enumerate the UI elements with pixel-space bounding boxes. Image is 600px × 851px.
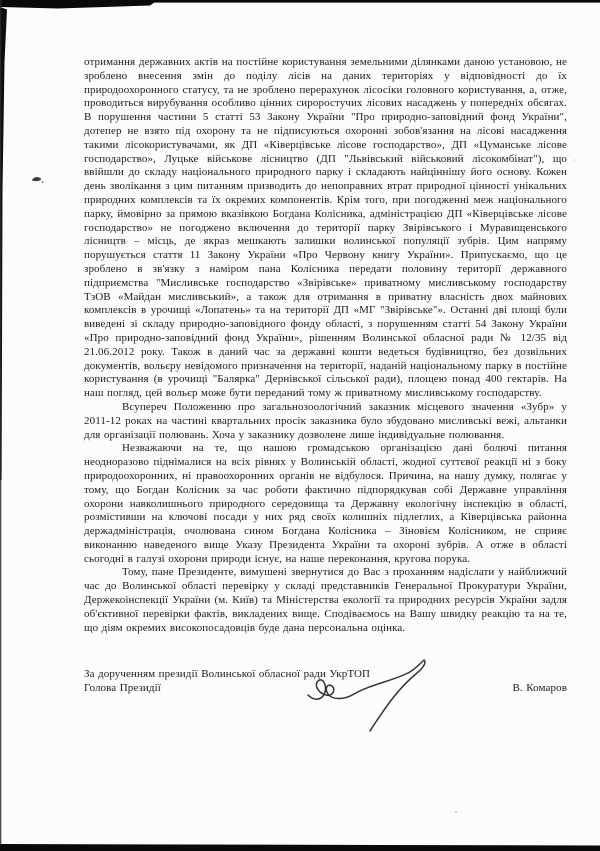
scan-artifact-bottom-border bbox=[0, 844, 600, 851]
body-paragraph: Всупереч Положенню про загальнозоологічний заказник місцевого значення «Зубр» у 2011-12 роках на частині квартальних просік заказника було збудовано мисливські вежі, альтанки для організації полювань. Хоча у заказнику дозволене лише індивідуальне полювання. bbox=[84, 400, 567, 441]
signature-scribble bbox=[292, 655, 434, 737]
scan-artifact-top-border bbox=[0, 0, 600, 3]
signer-role: Голова Президії bbox=[84, 682, 161, 695]
body-paragraph: Тому, пане Президенте, вимушені звернутися до Вас з проханням надіслати у найближчий час до Волинської області перевірку у складі представників Генеральної Прокуратури України, Держекоінспекції України (м. Київ) та Міністерства екології та природних ресурсів України задля об'єктивної перевірки фактів, викладених вище. Сподіваємось на Вашу швидку реакцію та на те, що діям окремих високопосадовців буде дана персональна оцінка. bbox=[84, 566, 567, 634]
scan-artifact-left-wedge bbox=[0, 7, 7, 480]
authorization-line: За дорученням президії Волинської обласної ради УкрТОП bbox=[84, 668, 371, 681]
scan-speck bbox=[574, 159, 576, 161]
signer-name: В. Комаров bbox=[512, 682, 567, 695]
body-paragraph: отримання державних актів на постійне користування земельними ділянками даною установою, не зроблено внесення змін до поділу лісів на даних територіях у відповідності до їх природоохоронного статусу, та не зроблено перерахунок лісосіки головного користування, а, отже, проводиться вирубування особливо цінних сироростучих лісових насаджень у попередніх обсягах. В порушення частини 5 статті 53 Закону України "Про природно-заповідний фонд України", дотепер не взято під охорону та не підписуються охоронні зобов'язання на лісові насадження такими лісокористувачами, як ДП «Ківерцівське лісове господарство», ДП «Цуманське лісове господарство», Луцьке військове лісництво (ДП "Львівський військовий лісокомбінат"), що ввійшли до складу національного природного парку і складають найціннішу його основу. Кожен день зволікання з цим питанням призводить до непоправних втрат природної цінності унікальних природних комплексів та їх окремих компонентів. Крім того, при погодженні меж національного парку, ймовірно за прямою вказівкою Богдана Колісника, адміністрацією ДП «Ківерцівське лісове господарство» не погоджено включення до території парку Звірівського і Муравищенського лісництв – місць, де якраз мешкають залишки волинської популяції зубрів. Цим напряму порушується стаття 11 Закону України «Про Червону книгу України». Припускаємо, що це зроблено в зв'язку з наміром пана Колісника передати половину території державного підприємства "Мисливське господарство «Звірівське» приватному мисливському господарству ТзОВ «Майдан мисливський», а також для отримання в приватну власність двох майнових комплексів в урочищі «Лопатень» та на території ДП «МГ "Звірівське"». Останні дві площі були виведені зі складу природно-заповідного фонду області, з порушенням статті 54 Закону України «Про природно-заповідний фонд України», рішенням Волинської обласної ради № 12/35 від 21.06.2012 року. Також в даний час за державні кошти ведеться будівництво, без дозвільних документів, вольєру невідомого призначення на території, наданій національному парку в постійне користування (в урочищі "Балярка" Дернівської сільської ради), площею понад 400 гектарів. На наш погляд, цей вольєр може бути переданий тому ж приватному мисливському господарству. bbox=[84, 56, 567, 400]
scan-artifact-left-edge-line bbox=[0, 0, 1, 851]
letter-body bbox=[84, 56, 567, 696]
scan-artifact-top-left-thick bbox=[0, 0, 158, 9]
body-paragraph: Незважаючи на те, що нашою громадською організацією дані болючі питання неодноразово піднімалися на всіх рівнях у Волинській області, жодної суттєвої реакції ні з боку природоохоронних, ні правоохоронних органів не відбулося. Причина, на нашу думку, полягає у тому, що Богдан Колісник за час роботи фактично підпорядкував собі Державне управління охорони навколишнього природного середовища та Державну екологічну інспекцію в області, розмістивши на ключові посади у них ряд своїх колишніх підлеглих, а Ківерцівська районна держадміністрація, очолювана сином Богдана Колісника – Зіновієм Колісником, не сприяє виконанню наведеного вище Указу Президента України та охороні зубрів. А отже в області сьогодні в галузі охорони природи існує, на наше переконання, кругова порука. bbox=[84, 442, 567, 565]
ink-speck bbox=[42, 181, 44, 183]
scan-speck bbox=[455, 811, 457, 813]
ink-mark bbox=[32, 177, 41, 181]
closing-block bbox=[84, 668, 567, 696]
